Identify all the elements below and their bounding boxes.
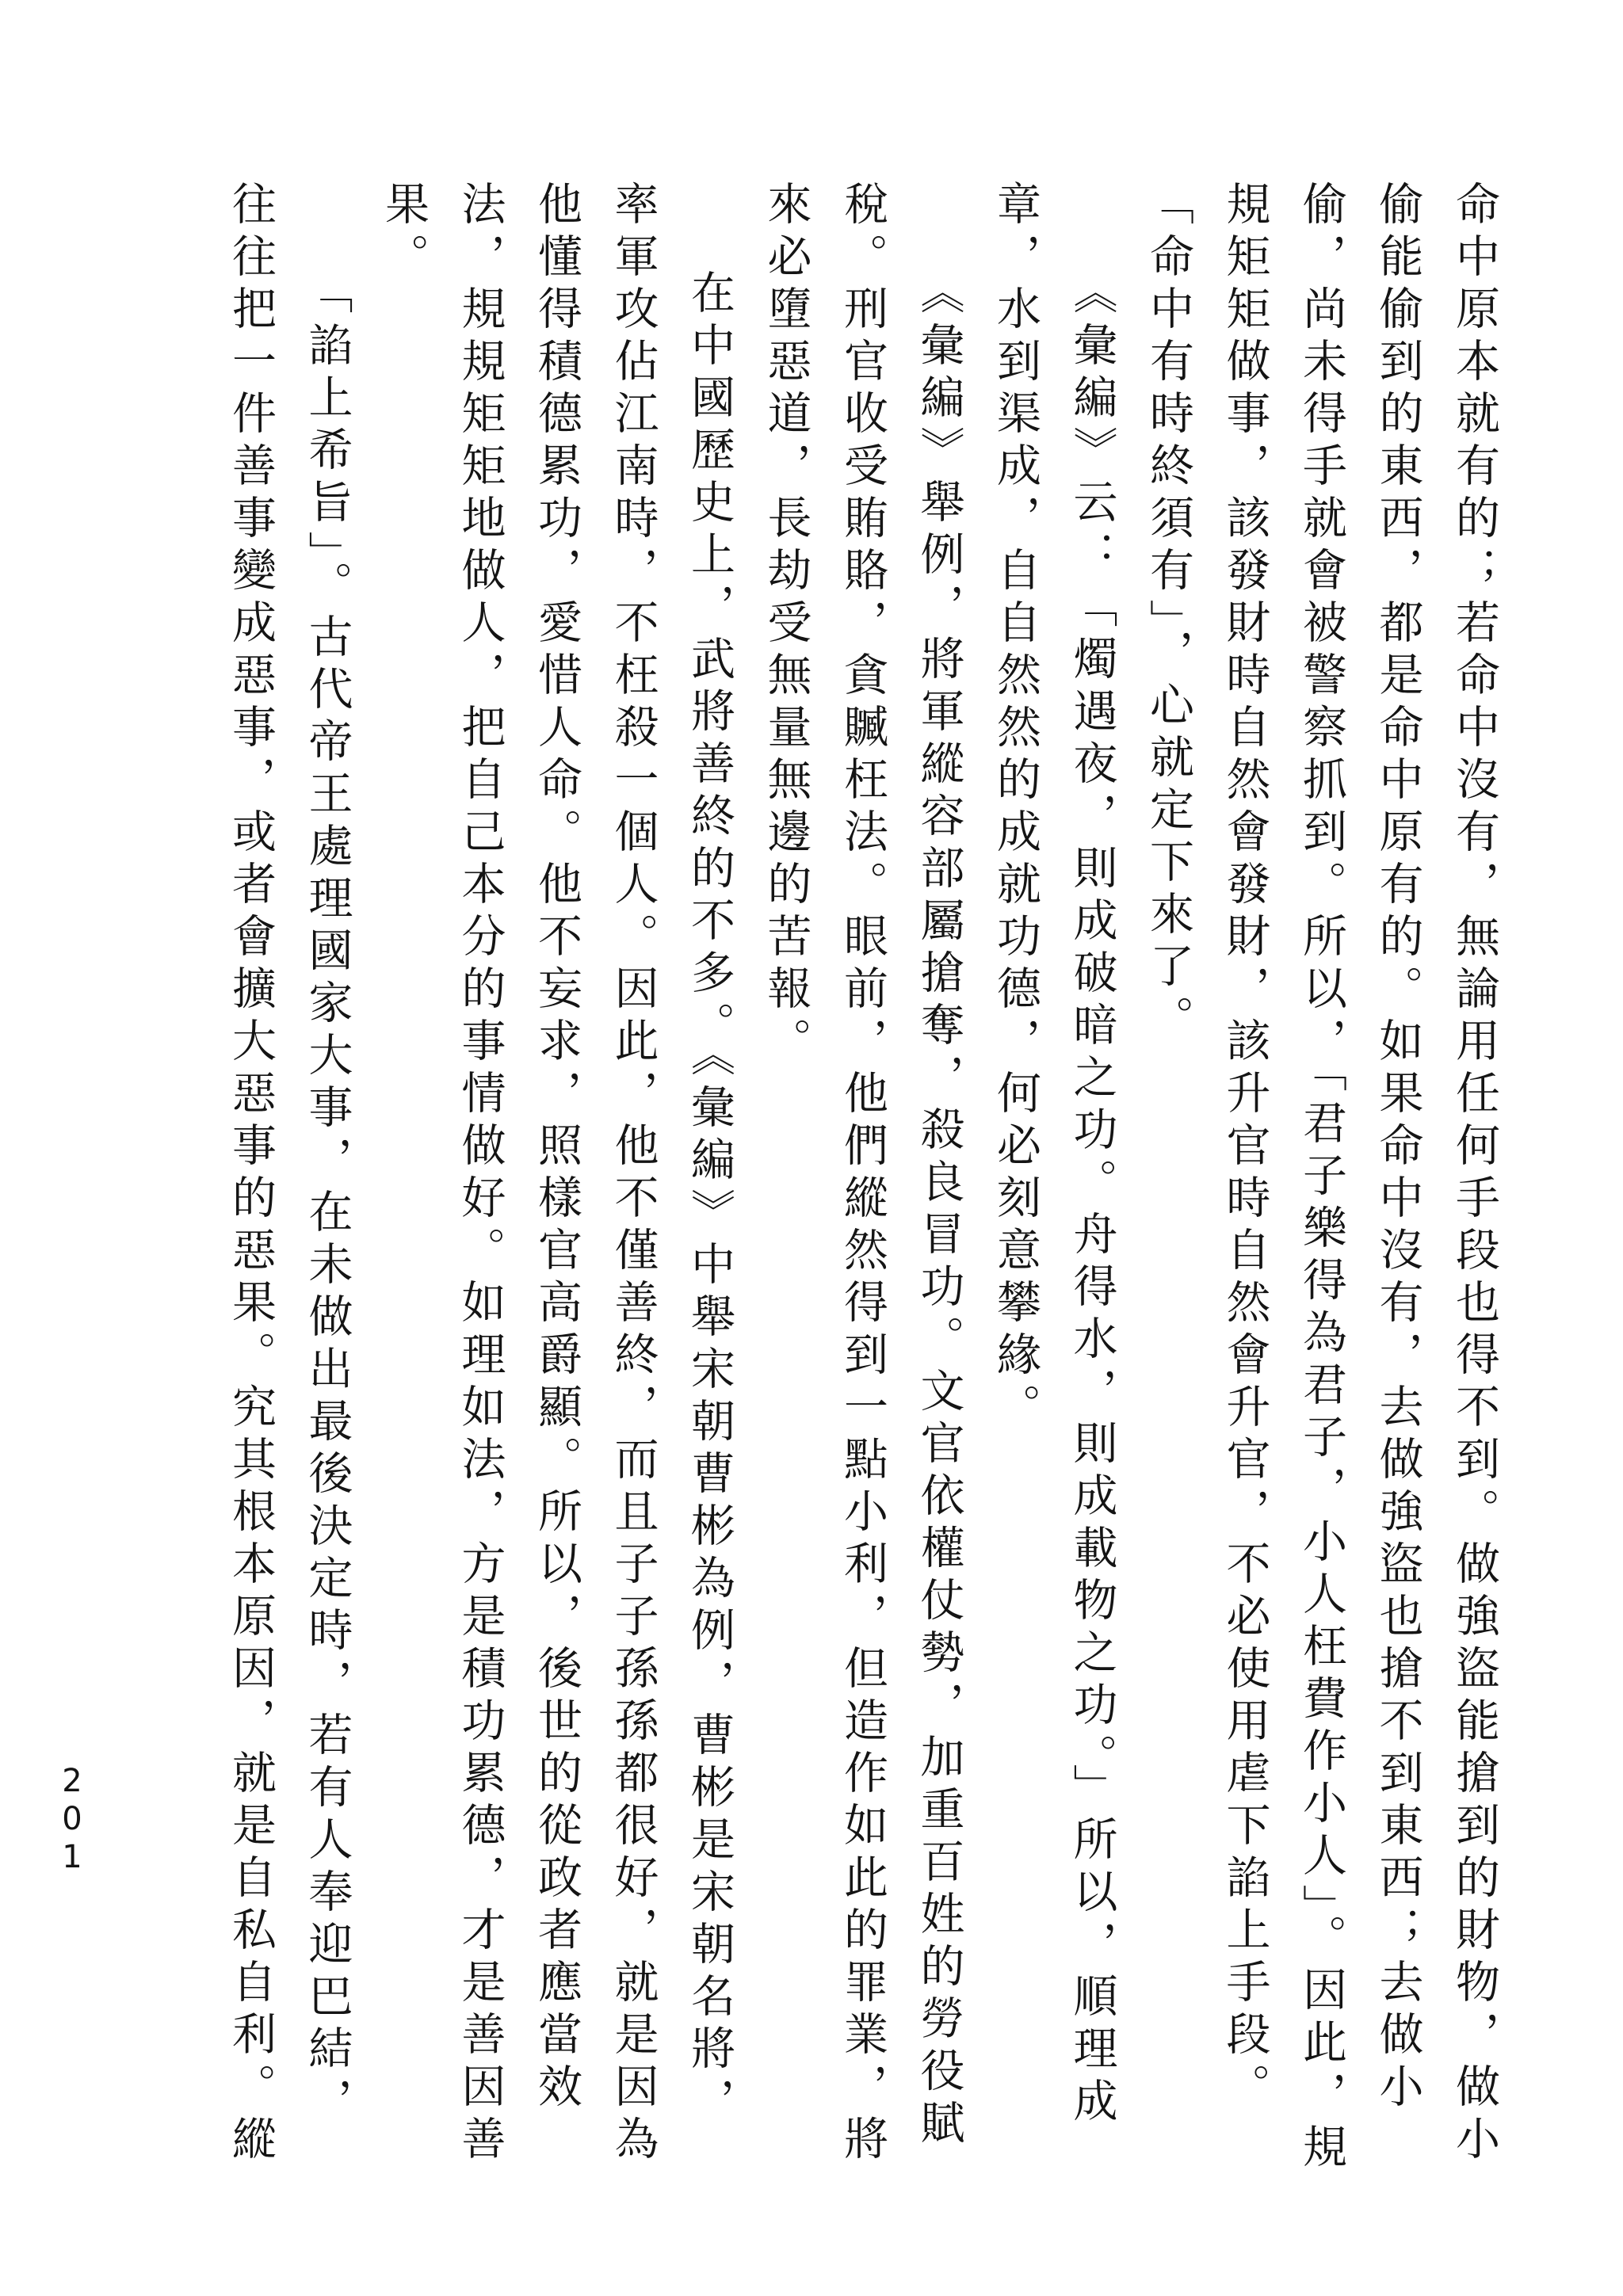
page-number: 201 [54, 1763, 90, 1877]
paragraph-5: 「諂上希旨」。古代帝王處理國家大事，在未做出最後決定時，若有人奉迎巴結，往往把一件善事變成惡事，或者會擴大惡事的惡果。究其根本原因，就是自私自利。縱 [225, 181, 353, 2168]
paragraph-1: 命中原本就有的；若命中沒有，無論用任何手段也得不到。做強盜能搶到的財物，做小偷能偷到的東西，都是命中原有的。如果命中沒有，去做強盜也搶不到東西；去做小偷，尚未得手就會被警察抓到。所以，「君子樂得為君子，小人枉費作小人」。因此，規規矩矩做事，該發財時自然會發財，該升官時自然會升官，不必使用虐下諂上手段。「命中有時終須有」，心就定下來了。 [1143, 181, 1500, 2176]
paragraph-3: 《彙編》舉例，將軍縱容部屬搶奪，殺良冒功。文官依權仗勢，加重百姓的勞役賦稅。刑官收受賄賂，貪贓枉法。眼前，他們縱然得到一點小利，但造作如此的罪業，將來必墮惡道，長劫受無量無邊的苦報。 [760, 181, 965, 2168]
paragraph-4: 在中國歷史上，武將善終的不多。《彙編》中舉宋朝曹彬為例，曹彬是宋朝名將，率軍攻佔江南時，不枉殺一個人。因此，他不僅善終，而且子子孫孫都很好，就是因為他懂得積德累功，愛惜人命。他不妄求，照樣官高爵顯。所以，後世的從政者應當效法，規規矩矩地做人，把自己本分的事情做好。如理如法，方是積功累德，才是善因善果。 [378, 181, 735, 2168]
paragraph-2: 《彙編》云：「燭遇夜，則成破暗之功。舟得水，則成載物之功。」所以，順理成章，水到渠成，自自然然的成就功德，何必刻意攀緣。 [990, 181, 1118, 2130]
vertical-text-body [212, 181, 1513, 2177]
